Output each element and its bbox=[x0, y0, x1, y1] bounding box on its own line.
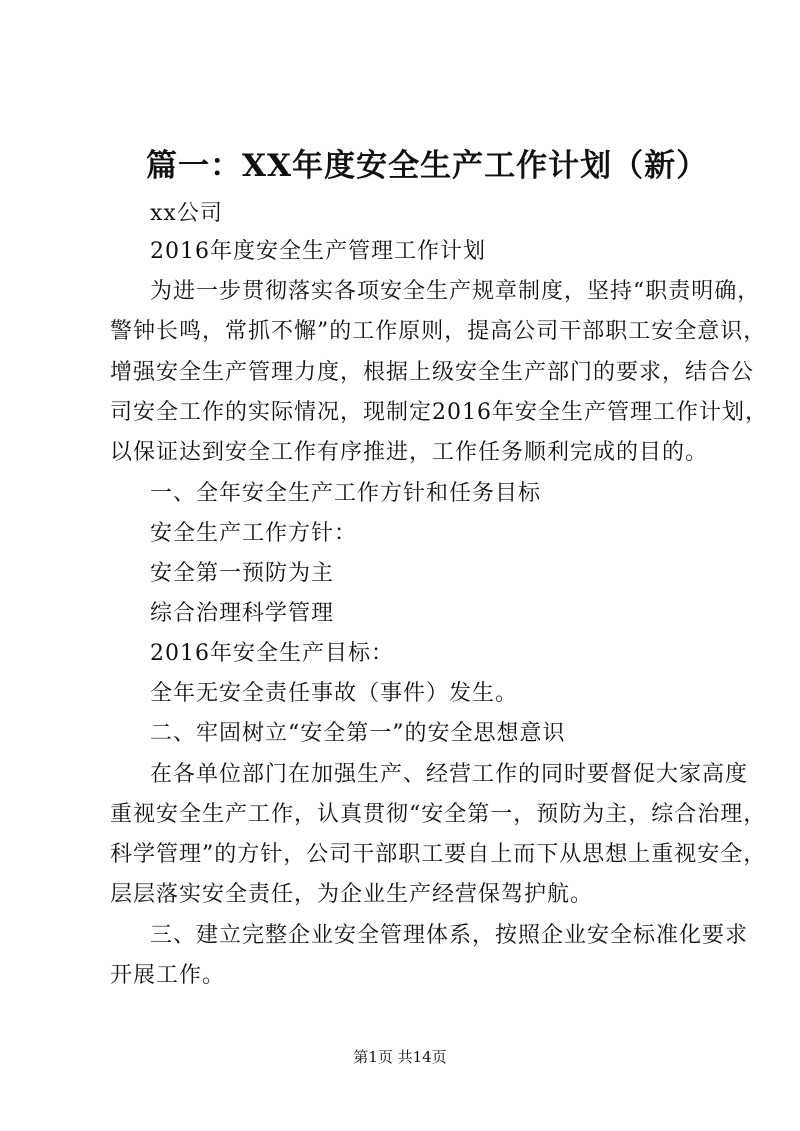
paragraph-line: 全年无安全责任事故（事件）发生。 bbox=[150, 681, 519, 706]
paragraph-line: 层层落实安全责任，为企业生产经营保驾护航。 bbox=[110, 882, 594, 907]
paragraph-line: 2016年安全生产目标： bbox=[150, 641, 394, 666]
section-heading-3: 三、建立完整企业安全管理体系，按照企业安全标准化要求 bbox=[150, 923, 749, 948]
paragraph-line: 安全第一预防为主 bbox=[150, 561, 335, 586]
company-name: xx公司 bbox=[150, 201, 223, 226]
page-footer: 第1页 共14页 bbox=[353, 1048, 447, 1066]
paragraph-line: 在各单位部门在加强生产、经营工作的同时要督促大家高度 bbox=[150, 762, 749, 787]
paragraph-line: 安全生产工作方针： bbox=[150, 521, 358, 546]
paragraph-line: 增强安全生产管理力度，根据上级安全生产部门的要求，结合公 bbox=[110, 360, 755, 385]
paragraph-line: 重视安全生产工作，认真贯彻“安全第一，预防为主，综合治理， bbox=[110, 802, 767, 827]
section-heading-1: 一、全年安全生产工作方针和任务目标 bbox=[150, 481, 542, 506]
plan-subtitle: 2016年度安全生产管理工作计划 bbox=[150, 239, 486, 264]
paragraph-line: 警钟长鸣，常抓不懈”的工作原则，提高公司干部职工安全意识， bbox=[110, 319, 767, 344]
document-title: 篇一：XX年度安全生产工作计划（新） bbox=[146, 148, 709, 184]
section-heading-2: 二、牢固树立“安全第一”的安全思想意识 bbox=[150, 721, 566, 746]
paragraph-line: 科学管理”的方针，公司干部职工要自上而下从思想上重视安全， bbox=[110, 842, 767, 867]
paragraph-line: 为进一步贯彻落实各项安全生产规章制度，坚持“职责明确， bbox=[150, 279, 761, 304]
paragraph-line: 开展工作。 bbox=[110, 963, 226, 988]
paragraph-line: 司安全工作的实际情况，现制定2016年安全生产管理工作计划， bbox=[110, 400, 768, 425]
paragraph-line: 综合治理科学管理 bbox=[150, 601, 335, 626]
paragraph-line: 以保证达到安全工作有序推进，工作任务顺利完成的目的。 bbox=[110, 440, 709, 465]
